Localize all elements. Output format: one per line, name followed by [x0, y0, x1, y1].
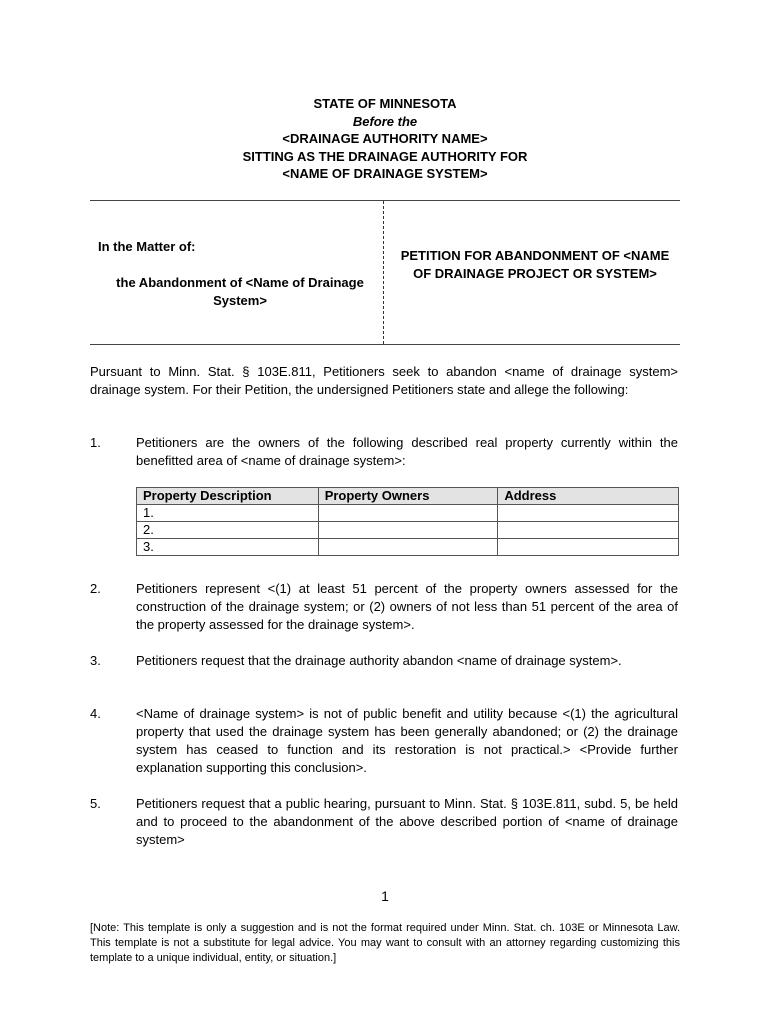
column-header: Property Description: [137, 488, 319, 505]
list-item: [90, 705, 678, 777]
item-number: 3.: [90, 653, 101, 668]
table-row: [137, 505, 679, 522]
table-row: [137, 522, 679, 539]
page-number: 1: [381, 888, 389, 904]
table-cell: [498, 522, 679, 539]
table-row: [137, 539, 679, 556]
matter-text: the Abandonment of <Name of Drainage System>: [116, 275, 364, 308]
header-system: <NAME OF DRAINAGE SYSTEM>: [282, 166, 488, 181]
table-header-row: [137, 488, 679, 505]
property-table: [136, 487, 679, 556]
table-cell: [318, 539, 498, 556]
item-number: 2.: [90, 581, 101, 596]
item-number: 4.: [90, 706, 101, 721]
header-before: Before the: [352, 113, 418, 129]
caption-divider: [383, 201, 384, 344]
list-item: [90, 795, 678, 849]
table-cell: [318, 522, 498, 539]
matter-label: In the Matter of:: [98, 239, 196, 254]
template-note: [Note: This template is only a suggestion and is not the format required under Minn. Stat. ch. 103E or Minnesota Law. This template is not a substitute for legal advice. You may want to consult with an attorney regarding customizing this template to a unique individual, entity, or situation.]: [90, 922, 680, 964]
document-header: [90, 95, 680, 183]
item-text: Petitioners request that a public hearing, pursuant to Minn. Stat. § 103E.811, subd. 5, be held and to proceed to the abandonment of the above described portion of <name of drainage system>: [136, 796, 678, 847]
item-text: Petitioners represent <(1) at least 51 percent of the property owners assessed for the construction of the drainage system; or (2) owners of not less than 51 percent of the area of the property assessed for the drainage system>.: [136, 581, 678, 632]
list-item: [90, 652, 678, 670]
table-cell: [498, 539, 679, 556]
item-text: <Name of drainage system> is not of public benefit and utility because <(1) the agricultural property that used the drainage system has been generally abandoned; or (2) the drainage system has ceased to function and its restoration is not practical.> <Provide further explanation supporting this conclusion>.: [136, 706, 678, 775]
table-cell: [318, 505, 498, 522]
list-item: [90, 580, 678, 634]
list-item: [90, 434, 678, 470]
item-number: 5.: [90, 796, 101, 811]
petition-title: PETITION FOR ABANDONMENT OF <NAME OF DRAINAGE PROJECT OR SYSTEM>: [400, 248, 670, 281]
column-header: Address: [498, 488, 679, 505]
item-number: 1.: [90, 435, 101, 450]
item-text: Petitioners request that the drainage authority abandon <name of drainage system>.: [136, 653, 622, 668]
header-state: STATE OF MINNESOTA: [313, 96, 457, 111]
item-text: Petitioners are the owners of the following described real property currently within the benefitted area of <name of drainage system>:: [136, 435, 678, 468]
column-header: Property Owners: [318, 488, 498, 505]
table-cell: 2.: [137, 522, 319, 539]
table-cell: 3.: [137, 539, 319, 556]
case-caption: [90, 200, 680, 345]
table-cell: [498, 505, 679, 522]
intro-paragraph: Pursuant to Minn. Stat. § 103E.811, Petitioners seek to abandon <name of drainage system> drainage system. For their Petition, the undersigned Petitioners state and allege the following:: [90, 364, 678, 397]
header-sitting: SITTING AS THE DRAINAGE AUTHORITY FOR: [242, 148, 528, 164]
table-cell: 1.: [137, 505, 319, 522]
header-authority: <DRAINAGE AUTHORITY NAME>: [282, 131, 488, 146]
